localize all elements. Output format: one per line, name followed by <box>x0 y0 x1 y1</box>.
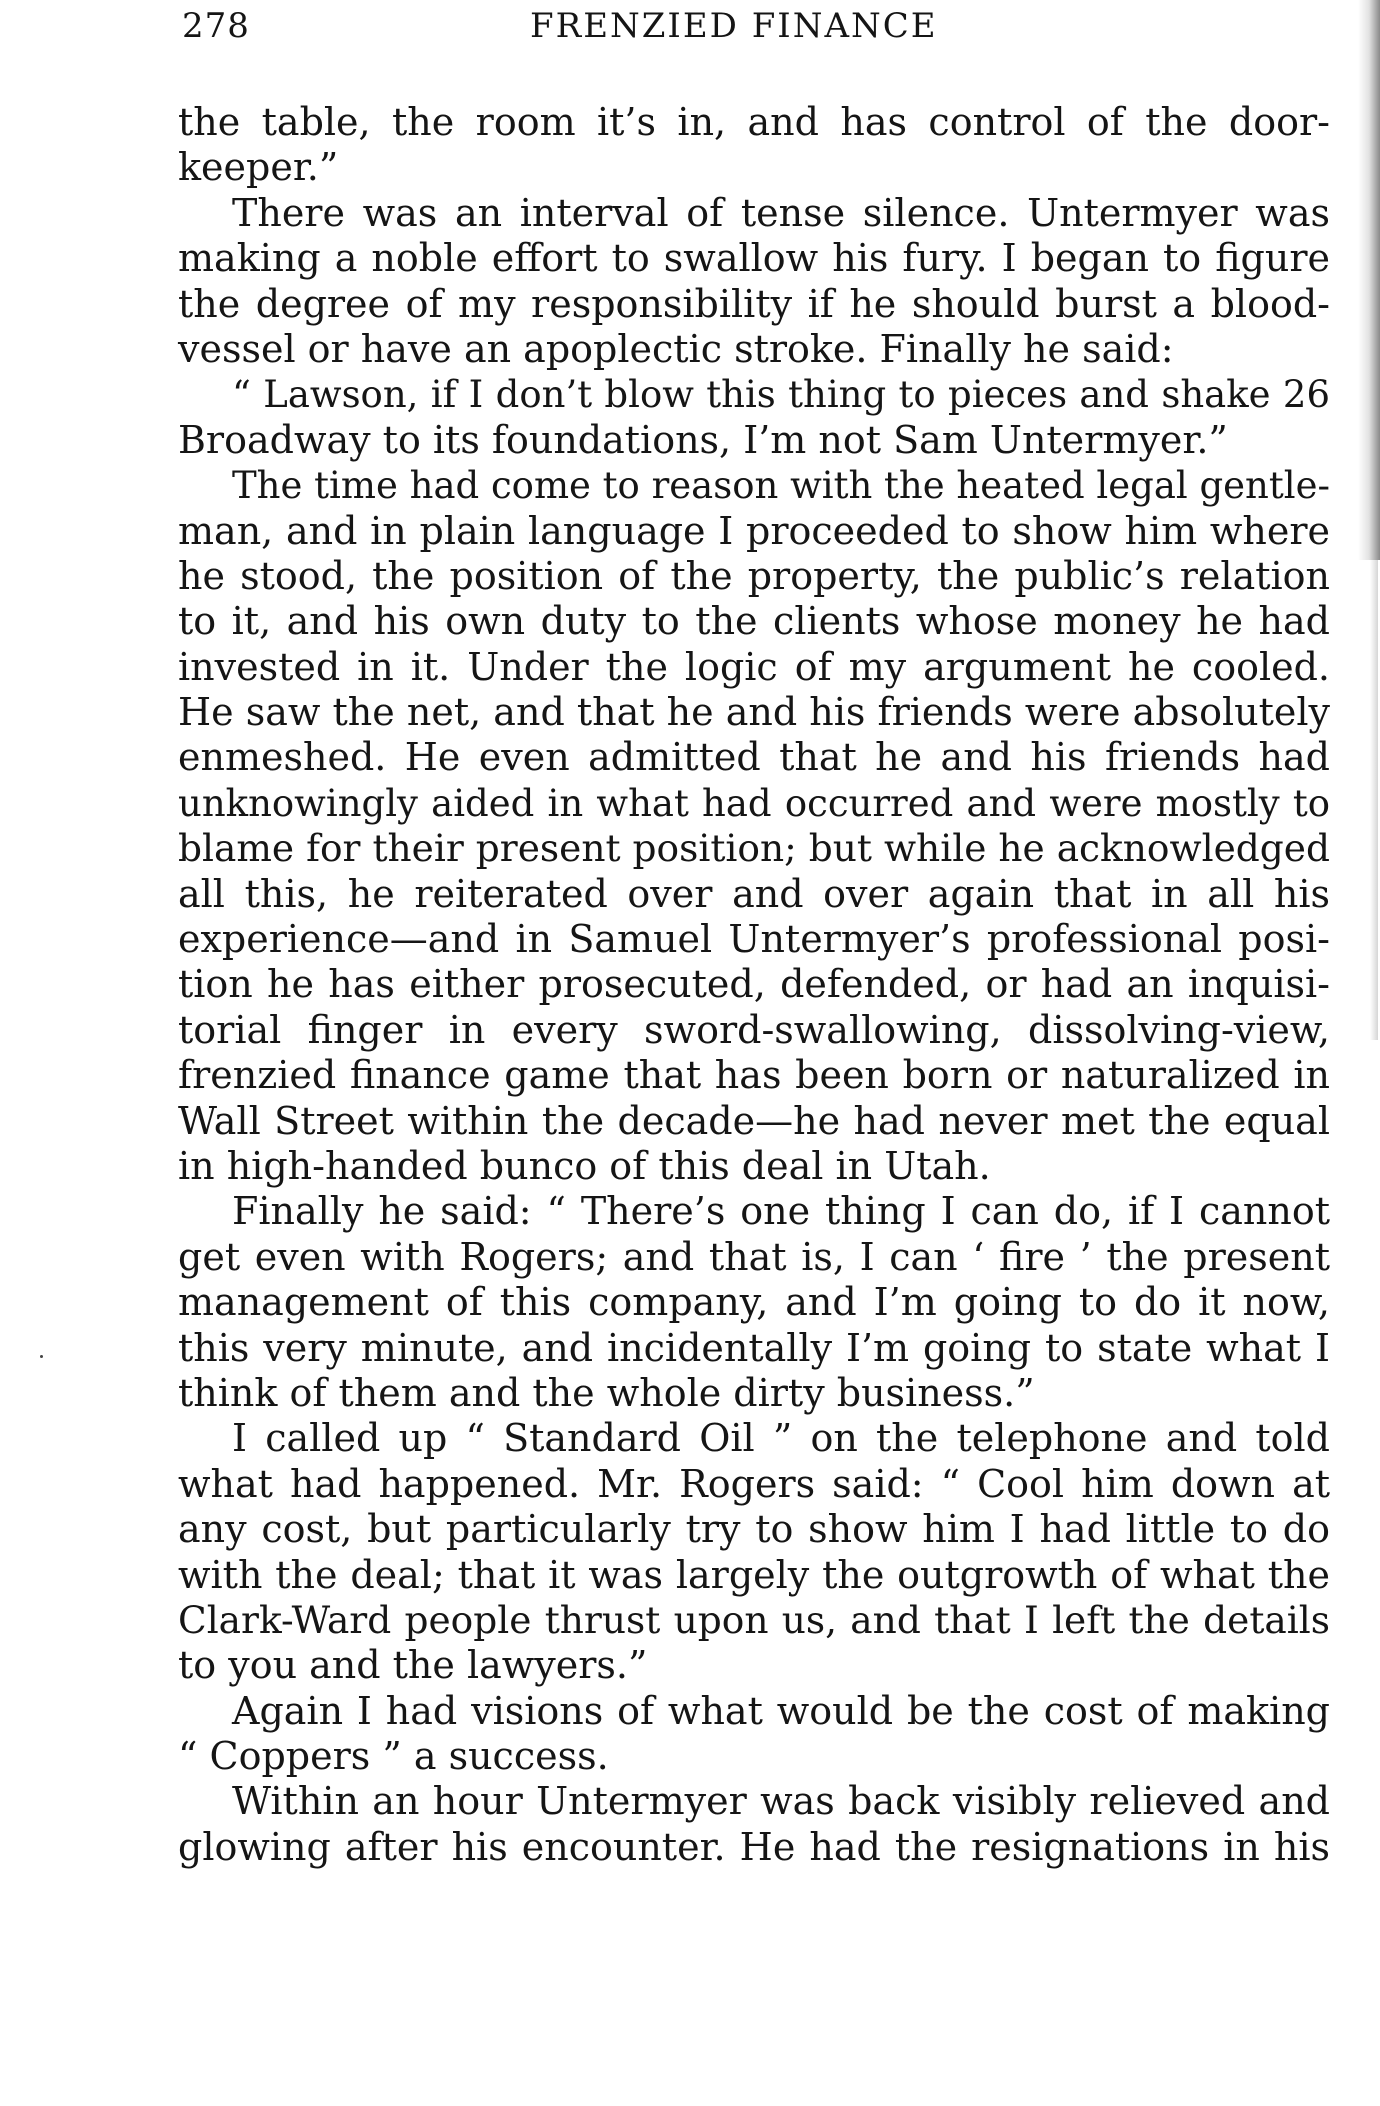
text-line: frenzied finance game that has been born or naturalized in <box>178 1053 1330 1098</box>
text-line: the degree of my responsibility if he should burst a blood- <box>178 281 1330 326</box>
text-line: He saw the net, and that he and his friends were absolutely <box>178 690 1330 735</box>
paragraph-first-line: Again I had visions of what would be the cost of making <box>232 1688 1330 1733</box>
paragraph-first-line: I called up “ Standard Oil ” on the telephone and told <box>232 1416 1330 1461</box>
text-line: think of them and the whole dirty business.” <box>178 1370 1035 1415</box>
text-line: enmeshed. He even admitted that he and his friends had <box>178 735 1330 780</box>
text-line: man, and in plain language I proceeded to show him where <box>178 508 1330 553</box>
text-line: all this, he reiterated over and over again that in all his <box>178 871 1330 916</box>
running-title: FRENZIED FINANCE <box>530 6 938 46</box>
scan-speck <box>40 1355 43 1358</box>
text-line: tion he has either prosecuted, defended, or had an inquisi- <box>178 962 1330 1007</box>
paragraph-first-line: Finally he said: “ There’s one thing I can do, if I cannot <box>232 1189 1330 1234</box>
text-line: get even with Rogers; and that is, I can ‘ fire ’ the present <box>178 1234 1330 1279</box>
text-line: glowing after his encounter. He had the resignations in his <box>178 1824 1330 1869</box>
text-line: invested in it. Under the logic of my argument he cooled. <box>178 644 1330 689</box>
text-line: any cost, but particularly try to show him I had little to do <box>178 1507 1330 1552</box>
text-line: vessel or have an apoplectic stroke. Finally he said: <box>178 326 1174 371</box>
text-line: management of this company, and I’m going to do it now, <box>178 1280 1330 1325</box>
text-line: torial finger in every sword-swallowing, dissolving-view, <box>178 1007 1330 1052</box>
text-line: Wall Street within the decade—he had never met the equal <box>178 1098 1330 1143</box>
text-line: unknowingly aided in what had occurred and were mostly to <box>178 781 1330 825</box>
paragraph-first-line: “ Lawson, if I don’t blow this thing to pieces and shake 26 <box>232 373 1330 417</box>
text-line: to it, and his own duty to the clients whose money he had <box>178 599 1330 644</box>
scan-shadow-edge-lower <box>1370 560 1378 1040</box>
paragraph-first-line: Within an hour Untermyer was back visibly relieved and <box>232 1779 1330 1824</box>
text-line: “ Coppers ” a success. <box>178 1734 609 1779</box>
scan-shadow-edge <box>1358 0 1380 560</box>
text-line: he stood, the position of the property, the public’s relation <box>178 553 1330 598</box>
body-text <box>178 100 1330 1870</box>
page-number: 278 <box>182 6 250 46</box>
text-line: what had happened. Mr. Rogers said: “ Cool him down at <box>178 1461 1330 1506</box>
text-line: blame for their present position; but while he acknowledged <box>178 826 1330 871</box>
text-line: keeper.” <box>178 145 339 190</box>
text-line: this very minute, and incidentally I’m going to state what I <box>178 1325 1330 1370</box>
text-line: making a noble effort to swallow his fury. I began to figure <box>178 236 1330 281</box>
paragraph-first-line: There was an interval of tense silence. Untermyer was <box>232 190 1330 235</box>
paragraph-first-line: The time had come to reason with the heated legal gentle- <box>232 464 1330 508</box>
text-line: to you and the lawyers.” <box>178 1643 648 1688</box>
text-line: Clark-Ward people thrust upon us, and that I left the details <box>178 1597 1330 1642</box>
running-header <box>180 6 1330 56</box>
text-line: in high-handed bunco of this deal in Utah. <box>178 1143 991 1188</box>
text-line: experience—and in Samuel Untermyer’s professional posi- <box>178 917 1330 962</box>
text-line: with the deal; that it was largely the outgrowth of what the <box>178 1552 1330 1597</box>
text-line: Broadway to its foundations, I’m not Sam Untermyer.” <box>178 417 1228 462</box>
text-line: the table, the room it’s in, and has control of the door- <box>178 100 1330 144</box>
